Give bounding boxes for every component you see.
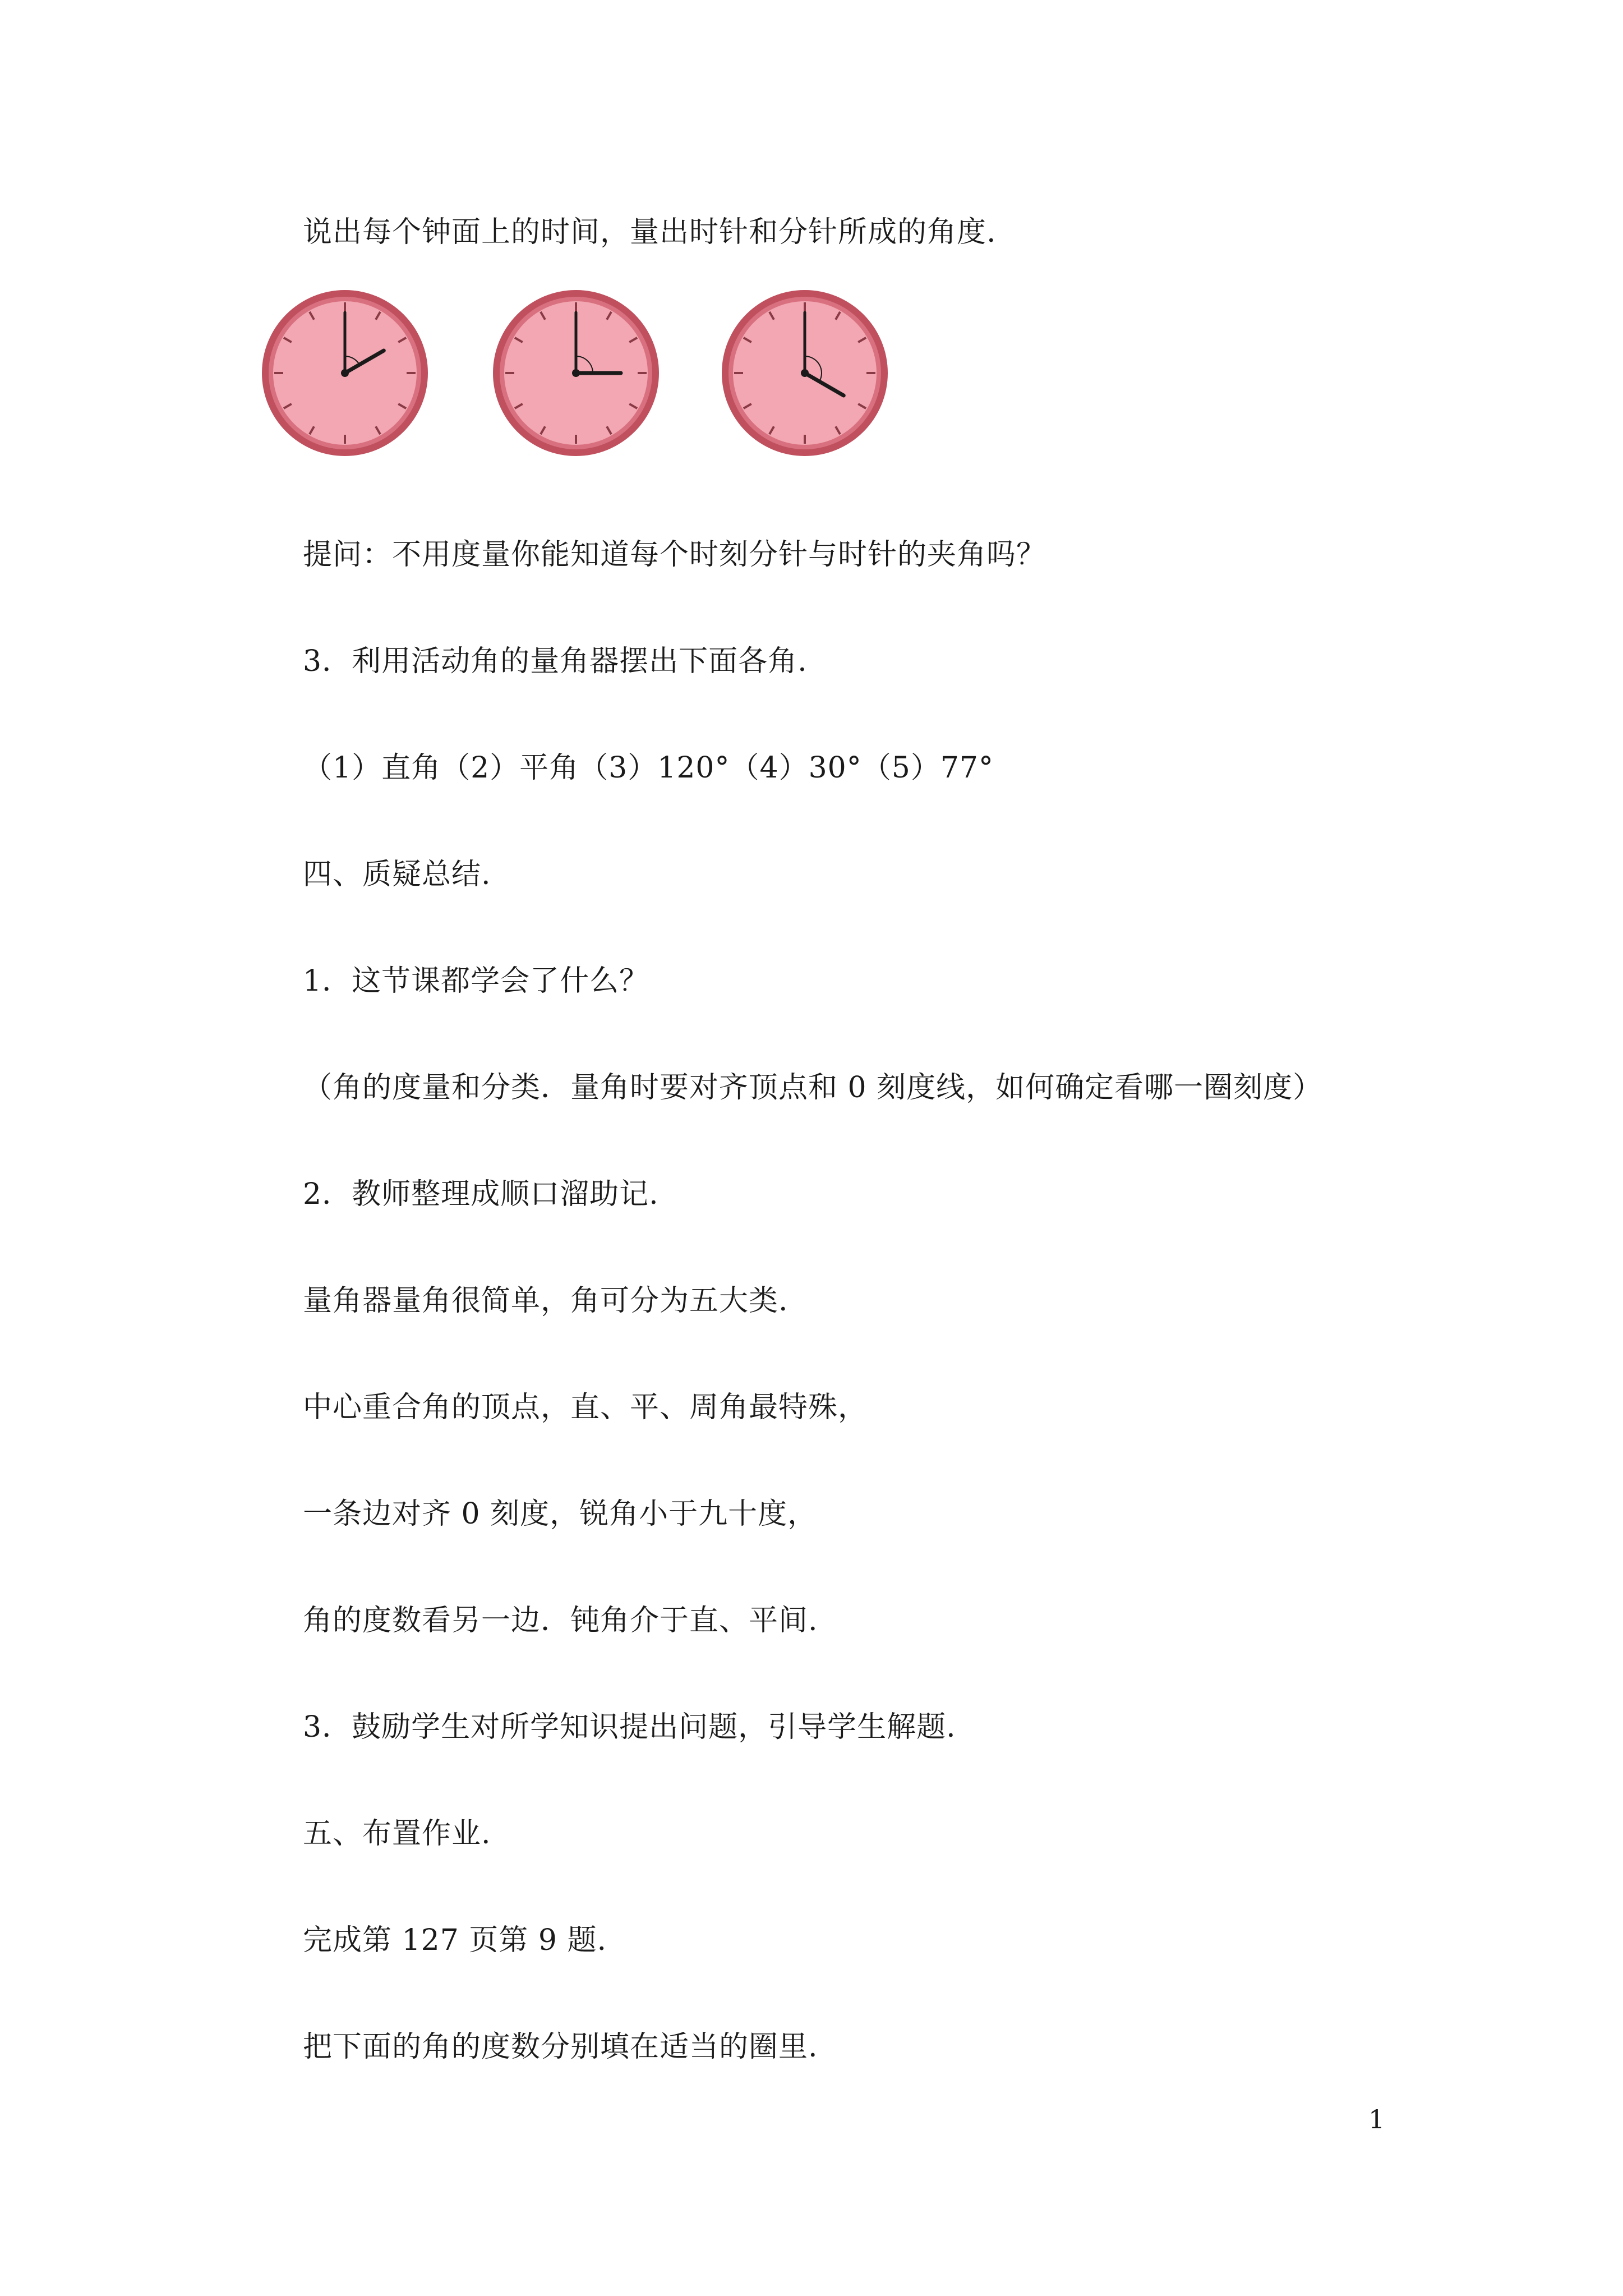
summary-question-1: 1．这节课都学会了什么？	[303, 964, 649, 998]
page-number: 1	[1368, 2104, 1385, 2134]
section-5-heading: 五、布置作业.	[303, 1817, 491, 1851]
clock-2	[489, 286, 663, 460]
clock-center	[341, 369, 349, 377]
homework-task: 把下面的角的度数分别填在适当的圈里.	[303, 2030, 818, 2064]
homework-page-reference: 完成第 127 页第 9 题.	[303, 1924, 607, 1957]
section-4-heading: 四、质疑总结.	[303, 858, 491, 891]
summary-answer-1: （角的度量和分类．量角时要对齐顶点和 0 刻度线，如何确定看哪一圈刻度）	[303, 1071, 1323, 1105]
angle-list: （1）直角（2）平角（3）120°（4）30°（5）77°	[303, 751, 994, 785]
summary-item-3: 3．鼓励学生对所学知识提出问题，引导学生解题.	[303, 1710, 956, 1744]
rhyme-line-3: 一条边对齐 0 刻度，锐角小于九十度，	[303, 1497, 818, 1531]
step-3-protractor: 3．利用活动角的量角器摆出下面各角.	[303, 645, 808, 678]
rhyme-line-4: 角的度数看另一边．钝角介于直、平间.	[303, 1604, 818, 1637]
clock-center	[801, 369, 809, 377]
rhyme-line-2: 中心重合角的顶点，直、平、周角最特殊，	[303, 1391, 868, 1424]
clock-center	[572, 369, 580, 377]
rhyme-line-1: 量角器量角很简单，角可分为五大类.	[303, 1284, 789, 1318]
clock-1	[258, 286, 432, 460]
instruction-read-clocks: 说出每个钟面上的时间，量出时针和分针所成的角度.	[303, 215, 997, 249]
clock-illustrations	[258, 286, 920, 460]
summary-item-2: 2．教师整理成顺口溜助记.	[303, 1177, 659, 1211]
question-angle-without-measuring: 提问：不用度量你能知道每个时刻分针与时针的夹角吗？	[303, 538, 1046, 572]
clock-3	[718, 286, 892, 460]
